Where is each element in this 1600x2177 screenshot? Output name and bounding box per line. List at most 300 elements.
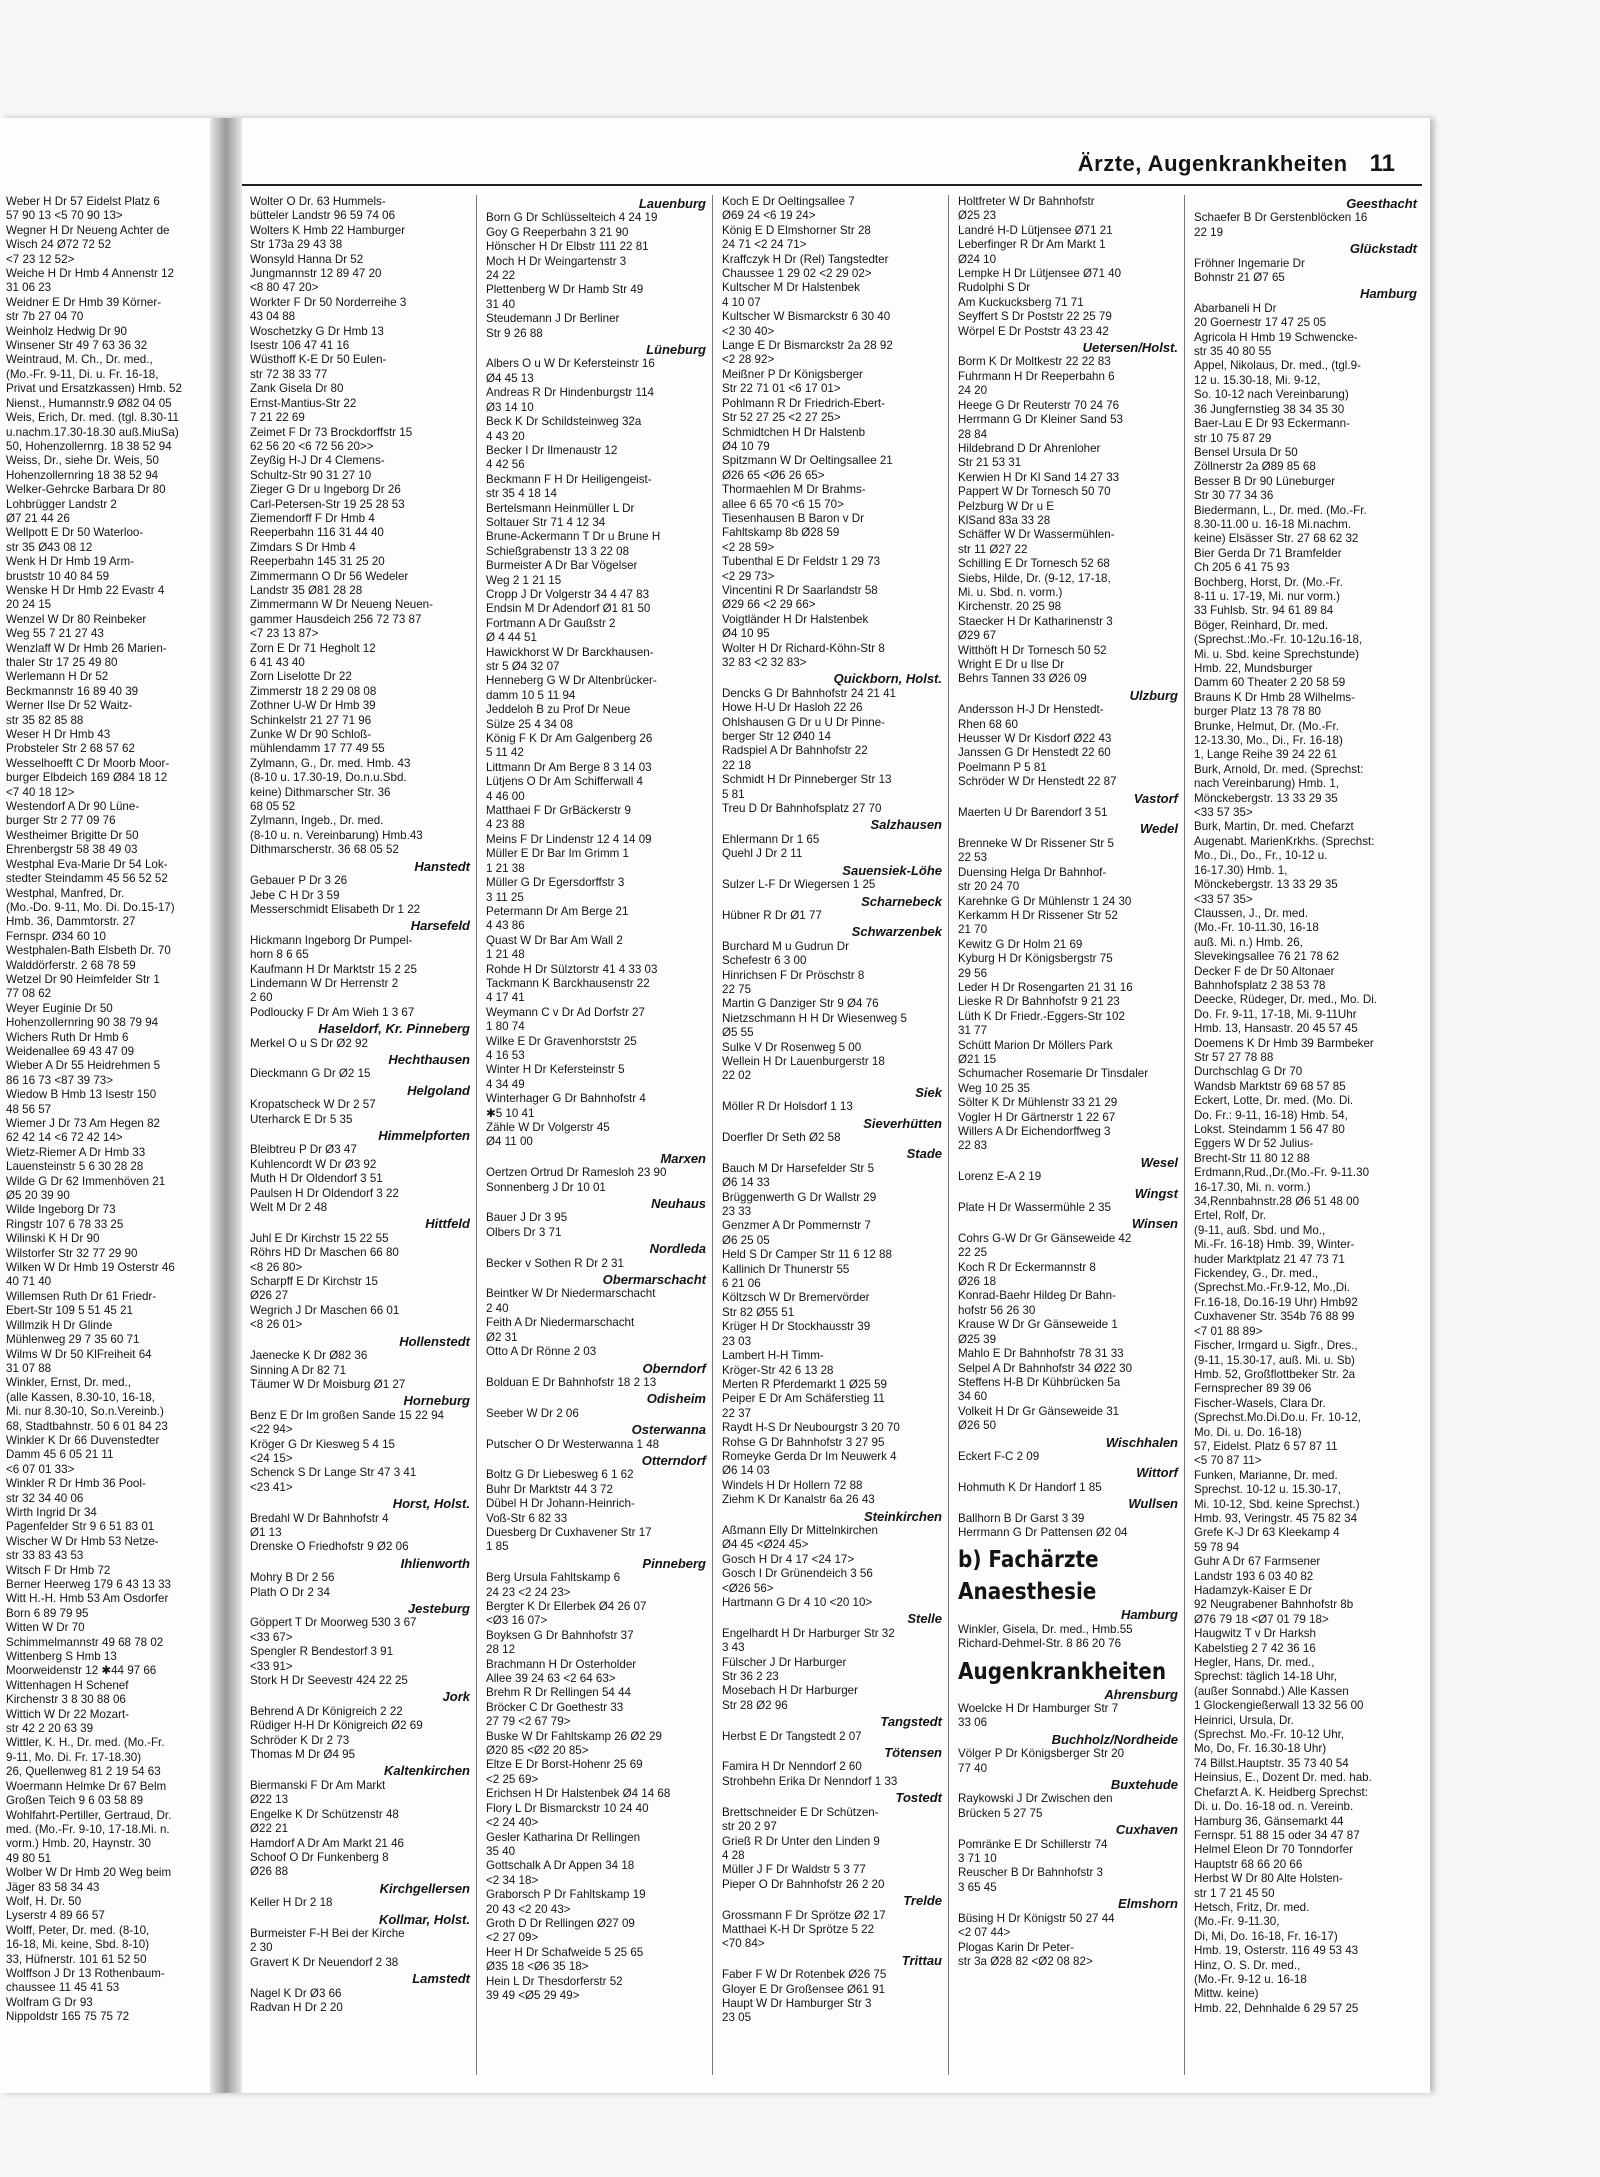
entry-line: keine) Elsässer Str. 27 68 62 32	[1194, 532, 1359, 546]
entry-line: Pagenfelder Str 9 6 51 83 01	[6, 1520, 155, 1534]
entry-line: str 35 4 18 14	[486, 487, 557, 501]
entry-line: Jebe C H Dr 3 59	[250, 888, 340, 902]
entry-line: Hadamzyk-Kaiser E Dr	[1194, 1584, 1312, 1597]
entry-line: Merten R Pferdemarkt 1 Ø25 59	[722, 1377, 887, 1391]
entry-line: Ø76 79 18 <Ø7 01 79 18>	[1194, 1612, 1329, 1626]
entry-line: Tiesenhausen B Baron v Dr	[722, 511, 864, 525]
entry-line: 4 17 41	[486, 991, 525, 1005]
place-heading: Ahrensburg	[1104, 1686, 1178, 1702]
entry-line: berger Str 12 Ø40 14	[722, 730, 831, 744]
place-heading: Odisheim	[646, 1391, 706, 1407]
entry-line: Duesberg Dr Cuxhavener Str 17	[486, 1525, 652, 1539]
entry-line: 22 75	[722, 982, 752, 996]
entry-line: 34 60	[958, 1390, 988, 1404]
entry-line: med. (Mo.-Fr. 9-10, 17-18.Mi. n.	[6, 1822, 170, 1836]
entry-line: Westendorf A Dr 90 Lüne-	[6, 800, 140, 814]
entry-line: Kabelstieg 2 7 42 36 16	[1194, 1641, 1316, 1655]
entry-line: 59 78 94	[1194, 1540, 1240, 1554]
entry-line: <22 94>	[250, 1423, 293, 1437]
entry-line: mühlendamm 17 77 49 55	[250, 742, 385, 756]
entry-line: Merkel O u S Dr Ø2 92	[250, 1036, 368, 1050]
entry-line: Voß-Str 6 82 33	[486, 1511, 568, 1525]
entry-line: Kaufmann H Dr Marktstr 15 2 25	[250, 962, 417, 976]
entry-line: Mi. 10-12, Sbd. keine Sprechst.)	[1194, 1497, 1360, 1511]
entry-line: 62 56 20 <6 72 56 20>>	[250, 439, 374, 453]
entry-line: Ehrenbergstr 58 38 49 03	[6, 843, 138, 857]
entry-line: Feith A Dr Niedermarschacht	[486, 1316, 635, 1330]
entry-line: Mühlenweg 29 7 35 60 71	[6, 1333, 140, 1347]
entry-line: (Mo.-Fr. 10-11.30, 16-18	[1194, 921, 1319, 935]
column-4-list	[716, 195, 948, 2026]
entry-line: Bohnstr 21 Ø7 65	[1194, 271, 1285, 285]
entry-line: Zunke W Dr 90 Schloß-	[250, 728, 372, 742]
place-heading: Jesteburg	[407, 1601, 470, 1616]
entry-line: Wolter H Dr Richard-Köhn-Str 8	[722, 641, 885, 655]
entry-line: Winkler, Gisela, Dr. med., Hmb.55	[958, 1622, 1133, 1636]
column-3-list	[480, 197, 712, 2003]
entry-line: Schröder K Dr 2 73	[250, 1733, 350, 1747]
entry-line: Schaefer B Dr Gerstenblöcken 16	[1194, 211, 1368, 225]
entry-line: Becker I Dr Ilmenaustr 12	[486, 443, 618, 457]
place-heading: Ulzburg	[1129, 687, 1178, 703]
entry-line: Welt M Dr 2 48	[250, 1201, 328, 1215]
entry-line: Leberfinger R Dr Am Markt 1	[958, 238, 1106, 252]
entry-line: Zeyßig H-J Dr 4 Clemens-	[250, 454, 385, 468]
entry-line: 8.30-11.00 u. 16-18 Mi.nachm.	[1194, 517, 1352, 531]
entry-line: Witthöft H Dr Tornesch 50 52	[958, 643, 1107, 657]
entry-line: Dübel H Dr Johann-Heinrich-	[486, 1497, 635, 1511]
entry-line: Ø1 13	[250, 1525, 282, 1539]
entry-line: Gravert K Dr Neuendorf 2 38	[250, 1955, 399, 1969]
entry-line: <33 57 35>	[1194, 806, 1253, 820]
entry-line: Möller R Dr Holsdorf 1 13	[722, 1100, 853, 1114]
entry-line: Bolduan E Dr Bahnhofstr 18 2 13	[486, 1375, 657, 1389]
entry-line: Kröger G Dr Kiesweg 5 4 15	[250, 1437, 395, 1451]
entry-line: Zimdars S Dr Hmb 4	[250, 540, 356, 554]
place-heading: Wesel	[1140, 1154, 1178, 1170]
entry-line: Wenzel W Dr 80 Reinbeker	[6, 612, 147, 626]
entry-line: Lütjens O Dr Am Schifferwall 4	[486, 775, 644, 789]
column-2-list	[244, 195, 476, 2015]
place-heading: Lüneburg	[646, 342, 706, 358]
entry-line: Wilstorfer Str 32 77 29 90	[6, 1246, 138, 1260]
entry-line: Sülze 25 4 34 08	[486, 717, 574, 731]
entry-line: <33 57 35>	[1194, 892, 1253, 906]
entry-line: So. 10-12 nach Vereinbarung)	[1194, 388, 1349, 402]
entry-line: <8 80 47 20>	[250, 281, 319, 295]
entry-line: Leder H Dr Rosengarten 21 31 16	[958, 980, 1133, 994]
entry-line: Di, Mi, Do. 16-18, Fr. 16-17)	[1194, 1929, 1338, 1943]
entry-line: Grieß R Dr Unter den Linden 9	[722, 1834, 880, 1848]
entry-line: Deecke, Rüdeger, Dr. med., Mo. Di.	[1194, 993, 1377, 1007]
entry-line: Mi. u. Sbd. n. vorm.)	[958, 585, 1063, 599]
entry-line: burger Elbdeich 169 Ø84 18 12	[6, 771, 168, 785]
entry-line: Weidner E Dr Hmb 39 Körner-	[6, 295, 162, 309]
entry-line: Wieber A Dr 55 Heidrehmen 5	[6, 1059, 161, 1073]
place-heading: Nordleda	[649, 1241, 706, 1257]
entry-line: Gesler Katharina Dr Rellingen	[486, 1830, 641, 1844]
entry-line: Janssen G Dr Henstedt 22 60	[958, 746, 1111, 760]
entry-line: Raykowski J Dr Zwischen den	[958, 1792, 1113, 1806]
place-heading: Horneburg	[403, 1393, 470, 1409]
entry-line: Ø22 13	[250, 1793, 289, 1807]
entry-line: Tubenthal E Dr Feldstr 1 29 73	[722, 555, 881, 569]
entry-line: Wüsthoff K-E Dr 50 Eulen-	[250, 353, 387, 367]
entry-line: 24 20	[958, 384, 988, 398]
entry-line: Ø24 10	[958, 252, 997, 266]
entry-line: Wonsyld Hanna Dr 52	[250, 252, 364, 266]
entry-line: gammer Hausdeich 256 72 73 87	[250, 612, 422, 626]
entry-line: Heege G Dr Reuterstr 70 24 76	[958, 398, 1120, 412]
place-heading: Kollmar, Holst.	[378, 1911, 470, 1927]
place-heading: Siek	[915, 1084, 942, 1100]
entry-line: Cohrs G-W Dr Gr Gänseweide 42	[958, 1231, 1132, 1245]
entry-line: 4 23 88	[486, 818, 525, 832]
entry-line: 22 37	[722, 1406, 752, 1420]
entry-line: Täumer W Dr Moisburg Ø1 27	[250, 1377, 406, 1391]
entry-line: Decker F de Dr 50 Altonaer	[1194, 964, 1335, 978]
place-heading: Quickborn, Holst.	[833, 671, 942, 687]
entry-line: Burk, Martin, Dr. med. Chefarzt	[1194, 820, 1354, 834]
entry-line: (Sprechst.:Mo.-Fr. 10-12u.16-18,	[1194, 633, 1363, 647]
entry-line: 48 56 57	[6, 1102, 52, 1116]
entry-line: Lempke H Dr Lütjensee Ø71 40	[958, 267, 1122, 281]
entry-line: Cropp J Dr Volgerstr 34 4 47 83	[486, 587, 650, 601]
entry-line: Radspiel A Dr Bahnhofstr 22	[722, 744, 868, 758]
entry-line: Gloyer E Dr Großensee Ø61 91	[722, 1982, 886, 1996]
entry-line: Großen Teich 9 6 03 58 89	[6, 1794, 144, 1808]
entry-line: Born G Dr Schlüsselteich 4 24 19	[486, 211, 658, 225]
entry-line: Henneberg G W Dr Altenbrücker-	[486, 674, 657, 688]
entry-line: Hickmann Ingeborg Dr Pumpel-	[250, 933, 413, 947]
entry-line: 6 41 43 40	[250, 656, 305, 669]
entry-line: Agricola H Hmb 19 Schwencke-	[1194, 330, 1358, 344]
entry-line: Beck K Dr Schildsteinweg 32a	[486, 415, 642, 429]
entry-line: Fuhrmann H Dr Reeperbahn 6	[958, 369, 1115, 383]
entry-line: 4 42 56	[486, 458, 525, 472]
entry-line: Koch E Dr Oeltingsallee 7	[722, 195, 855, 208]
entry-line: 7 21 22 69	[250, 411, 305, 425]
entry-line: Zeimet F Dr 73 Brockdorffstr 15	[250, 425, 413, 439]
place-heading: Sieverhütten	[863, 1115, 942, 1131]
entry-line: (Mo.-Fr. 9-12 u. 16-18	[1194, 1972, 1307, 1986]
entry-line: Messerschmidt Elisabeth Dr 1 22	[250, 902, 421, 916]
entry-line: (8-10 u. n. Vereinbarung) Hmb.43	[250, 828, 423, 842]
place-heading: Kirchgellersen	[379, 1880, 470, 1896]
entry-line: Engelhardt H Dr Harburger Str 32	[722, 1626, 895, 1640]
column-5	[952, 195, 1185, 2075]
entry-line: Biermanski F Dr Am Markt	[250, 1778, 386, 1792]
page-title: Ärzte, Augenkrankheiten	[1077, 151, 1348, 176]
entry-line: Wenske H Dr Hmb 22 Evastr 4	[6, 583, 165, 597]
entry-line: Do. Fr. 9-11, 17-18, Mi. 9-11Uhr	[1194, 1007, 1357, 1021]
entry-line: Ø26 65 <Ø6 26 65>	[722, 468, 825, 482]
column-6	[1188, 195, 1423, 2075]
entry-line: Hauptstr 68 66 20 66	[1194, 1857, 1303, 1871]
entry-line: Westheimer Brigitte Dr 50	[6, 828, 139, 842]
entry-line: Haugwitz T v Dr Harksh	[1194, 1627, 1316, 1641]
entry-line: Windels H Dr Hollern 72 88	[722, 1478, 863, 1492]
entry-line: Dencks G Dr Bahnhofstr 24 21 41	[722, 686, 896, 700]
entry-line: Kallinich Dr Thunerstr 55	[722, 1262, 850, 1276]
entry-line: Ehlermann Dr 1 65	[722, 832, 820, 846]
entry-line: Ø26 88	[250, 1865, 289, 1879]
entry-line: Brenneke W Dr Rissener Str 5	[958, 836, 1114, 850]
entry-line: Fernsprecher 89 39 06	[1194, 1382, 1312, 1396]
entry-line: Völger P Dr Königsberger Str 20	[958, 1747, 1125, 1761]
entry-line: <7 40 18 12>	[6, 785, 75, 799]
entry-line: Steffens H-B Dr Kühbrücken 5a	[958, 1375, 1121, 1389]
entry-line: <2 24 40>	[486, 1816, 539, 1830]
entry-line: Hamdorf A Dr Am Markt 21 46	[250, 1836, 404, 1850]
entry-line: Ø29 66 <2 29 66>	[722, 598, 816, 612]
entry-line: Landré H-D Lütjensee Ø71 21	[958, 223, 1113, 237]
entry-line: Pelzburg W Dr u E	[958, 499, 1054, 513]
entry-line: Wiedow B Hmb 13 Isestr 150	[6, 1088, 157, 1102]
entry-line: Str 30 77 34 36	[1194, 489, 1274, 503]
entry-line: Doemens K Dr Hmb 39 Barmbeker	[1194, 1036, 1374, 1050]
entry-line: Landstr 35 Ø81 28 28	[250, 583, 363, 597]
entry-line: Str 82 Ø55 51	[722, 1305, 795, 1319]
entry-line: Vincentini R Dr Saarlandstr 58	[722, 583, 878, 597]
place-heading: Helgoland	[407, 1082, 470, 1098]
entry-line: Wolfram G Dr 93	[6, 1995, 93, 2009]
entry-line: Endsin M Dr Adendorf Ø1 81 50	[486, 602, 651, 616]
entry-line: 1 21 38	[486, 861, 525, 875]
entry-line: str 20 24 70	[958, 880, 1020, 894]
entry-line: 28 12	[486, 1643, 516, 1657]
entry-line: 22 53	[958, 851, 988, 865]
entry-line: 43 04 88	[250, 310, 296, 324]
entry-line: Damm 45 6 05 21 11	[6, 1448, 114, 1462]
entry-line: Schultz-Str 90 31 27 10	[250, 468, 372, 482]
entry-line: Plate H Dr Wassermühle 2 35	[958, 1201, 1111, 1215]
entry-line: Reuscher B Dr Bahnhofstr 3	[958, 1866, 1103, 1880]
entry-line: Quast W Dr Bar Am Wall 2	[486, 933, 623, 947]
entry-line: Zylmann, G., Dr. med. Hmb. 43	[250, 756, 411, 770]
entry-line: Walddörferstr. 2 68 78 59	[6, 958, 136, 972]
entry-line: Winkler R Dr Hmb 36 Pool-	[6, 1477, 146, 1491]
entry-line: Fickendey, G., Dr. med.,	[1194, 1267, 1319, 1281]
entry-line: 68, Stadtbahnstr. 50 6 01 84 23	[6, 1419, 168, 1433]
entry-line: Andreas R Dr Hindenburgstr 114	[486, 386, 654, 400]
entry-line: 34,Rennbahnstr.28 Ø6 51 48 00	[1194, 1195, 1360, 1209]
entry-line: Weber H Dr 57 Eidelst Platz 6	[6, 195, 160, 208]
entry-line: 4 43 86	[486, 919, 525, 933]
entry-line: Ø26 27	[250, 1289, 289, 1303]
entry-line: 31 40	[486, 297, 516, 311]
entry-line: 5 11 42	[486, 746, 524, 760]
entry-line: Biedermann, L., Dr. med. (Mo.-Fr.	[1194, 503, 1367, 517]
entry-line: 9-11, Mo. Di. Fr. 17-18.30)	[6, 1750, 142, 1764]
entry-line: Genzmer A Dr Pommernstr 7	[722, 1219, 871, 1233]
entry-line: Zimmermann O Dr 56 Wedeler	[250, 569, 409, 583]
entry-line: <2 34 18>	[486, 1873, 539, 1887]
entry-line: 22 83	[958, 1139, 988, 1153]
entry-line: Thormaehlen M Dr Brahms-	[722, 483, 866, 497]
entry-line: Beckmannstr 16 89 40 39	[6, 684, 139, 698]
entry-line: Putscher O Dr Westerwanna 1 48	[486, 1437, 660, 1451]
entry-line: Str 9 26 88	[486, 326, 543, 340]
entry-line: Kultscher W Bismarckstr 6 30 40	[722, 310, 891, 324]
entry-line: Fahltskamp 8b Ø28 59	[722, 526, 840, 540]
entry-line: Zöllnerstr 2a Ø89 85 68	[1194, 460, 1316, 474]
entry-line: Buhr Dr Marktstr 44 3 72	[486, 1482, 613, 1496]
entry-line: Pappert W Dr Tornesch 50 70	[958, 485, 1111, 499]
entry-line: Winkler K Dr 66 Duvenstedter	[6, 1433, 160, 1447]
entry-line: 4 34 49	[486, 1077, 525, 1091]
column-5-list	[952, 195, 1184, 1969]
entry-line: Willmzik H Dr Glinde	[6, 1318, 113, 1332]
entry-line: Plettenberg W Dr Hamb Str 49	[486, 283, 644, 297]
place-heading: Cuxhaven	[1115, 1822, 1178, 1838]
entry-line: Ø5 20 39 90	[6, 1189, 70, 1203]
entry-line: Behrend A Dr Königreich 2 22	[250, 1704, 403, 1718]
page-number: 11	[1369, 150, 1395, 177]
entry-line: Wellein H Dr Lauenburgerstr 18	[722, 1054, 885, 1068]
entry-line: Lieske R Dr Bahnhofstr 9 21 23	[958, 995, 1120, 1009]
entry-line: Abarbaneli H Dr	[1194, 301, 1277, 315]
entry-line: Hinz, O. S. Dr. med.,	[1194, 1958, 1301, 1972]
entry-line: Weg 10 25 35	[958, 1081, 1030, 1095]
entry-line: Flory L Dr Bismarckstr 10 24 40	[486, 1801, 649, 1815]
entry-line: Herrmann G Dr Pattensen Ø2 04	[958, 1525, 1128, 1539]
entry-line: Witsch F Dr Hmb 72	[6, 1563, 111, 1577]
place-heading: Tötensen	[884, 1745, 942, 1761]
entry-line: 3 65 45	[958, 1880, 997, 1894]
entry-line: Chaussee 1 29 02 <2 29 02>	[722, 267, 872, 281]
entry-line: 74 Billst.Hauptstr. 35 73 40 54	[1194, 1756, 1349, 1770]
entry-line: Fortmann A Dr Gaußstr 2	[486, 616, 616, 630]
entry-line: hofstr 56 26 30	[958, 1303, 1036, 1317]
entry-line: Brücken 5 27 75	[958, 1806, 1043, 1820]
entry-line: 21 70	[958, 923, 988, 937]
entry-line: Hohenzollernring 18 38 52 94	[6, 468, 159, 482]
entry-line: Nippoldstr 165 75 75 72	[6, 2010, 130, 2024]
entry-line: Winsener Str 49 7 63 36 32	[6, 339, 148, 353]
entry-line: Ø4 45 <Ø24 45>	[722, 1538, 809, 1552]
entry-line: Goy G Reeperbahn 3 21 90	[486, 225, 629, 239]
place-heading: Neuhaus	[651, 1196, 706, 1212]
entry-line: 77 40	[958, 1761, 988, 1775]
entry-line: Jungmannstr 12 89 47 20	[250, 267, 382, 281]
entry-line: <5 70 87 11>	[1194, 1454, 1262, 1468]
entry-line: Schimmelmannstr 49 68 78 02	[6, 1635, 164, 1649]
entry-line: allee 6 65 70 <6 15 70>	[722, 497, 844, 511]
entry-line: Ø6 14 33	[722, 1176, 770, 1190]
entry-line: 20 24 15	[6, 598, 52, 612]
entry-line: Hartmann G Dr 4 10 <20 10>	[722, 1596, 873, 1609]
entry-line: Slevekingsallee 76 21 78 62	[1194, 950, 1340, 964]
entry-line: 28 84	[958, 427, 988, 441]
entry-line: Ø4 11 00	[486, 1135, 533, 1149]
entry-line: Schumacher Rosemarie Dr Tinsdaler	[958, 1067, 1149, 1081]
entry-line: Sonnenberg J Dr 10 01	[486, 1180, 606, 1194]
place-heading: Hollenstedt	[399, 1333, 470, 1349]
place-heading: Himmelpforten	[378, 1128, 470, 1143]
entry-line: Ernst-Mantius-Str 22	[250, 396, 357, 410]
entry-line: 2 40	[486, 1301, 509, 1315]
entry-line: Boltz G Dr Liebesweg 6 1 62	[486, 1468, 634, 1482]
entry-line: Weymann C v Dr Ad Dorfstr 27	[486, 1005, 645, 1019]
entry-line: Zylmann, Ingeb., Dr. med.	[250, 814, 384, 828]
entry-line: Ø29 67	[958, 629, 997, 643]
entry-line: Cuxhavener Str. 354b 76 88 99	[1194, 1310, 1355, 1324]
entry-line: Sprechst: täglich 14-18 Uhr,	[1194, 1670, 1338, 1684]
entry-line: Sinning A Dr 82 71	[250, 1363, 347, 1377]
entry-line: Benz E Dr Im großen Sande 15 22 94	[250, 1408, 444, 1422]
entry-line: Kewitz G Dr Holm 21 69	[958, 937, 1083, 951]
entry-line: Zorn E Dr 71 Hegholt 12	[250, 641, 376, 655]
entry-line: 4 46 00	[486, 789, 525, 803]
entry-line: Doerfler Dr Seth Ø2 58	[722, 1131, 841, 1144]
entry-line: Jeddeloh B zu Prof Dr Neue	[486, 703, 631, 717]
entry-line: Erdmann,Rud.,Dr.(Mo.-Fr. 9-11.30	[1194, 1166, 1370, 1180]
entry-line: Wörpel E Dr Poststr 43 23 42	[958, 324, 1109, 338]
entry-line: Lindemann W Dr Herrenstr 2	[250, 976, 399, 990]
entry-line: (8-10 u. 17.30-19, Do.n.u.Sbd.	[250, 771, 407, 785]
entry-line: 33 06	[958, 1716, 988, 1730]
entry-line: Müller E Dr Bar Im Grimm 1	[486, 847, 629, 861]
entry-line: 68 05 52	[250, 800, 296, 814]
entry-line: Meißner P Dr Königsberger	[722, 367, 863, 381]
place-heading: Trittau	[901, 1952, 942, 1968]
entry-line: thaler Str 17 25 49 80	[6, 656, 118, 669]
entry-line: Groth D Dr Rellingen Ø27 09	[486, 1916, 635, 1930]
entry-line: 36 Jungfernstieg 38 34 35 30	[1194, 402, 1345, 416]
entry-line: Str 22 71 01 <6 17 01>	[722, 382, 841, 396]
entry-line: Göppert T Dr Moorweg 530 3 67	[250, 1616, 417, 1630]
place-heading: Pinneberg	[642, 1555, 706, 1571]
entry-line: Wenzlaff W Dr Hmb 26 Marien-	[6, 641, 167, 655]
entry-line: Rudolphi S Dr	[958, 281, 1031, 295]
entry-line: Lüth K Dr Friedr.-Eggers-Str 102	[958, 1009, 1125, 1023]
entry-line: Schmidtchen H Dr Halstenb	[722, 425, 866, 439]
entry-line: Meins F Dr Lindenstr 12 4 14 09	[486, 832, 652, 846]
entry-line: Willemsen Ruth Dr 61 Friedr-	[6, 1289, 157, 1303]
entry-line: Wandsb Marktstr 69 68 57 85	[1194, 1079, 1346, 1093]
entry-line: 1, Lange Reihe 39 24 22 61	[1194, 748, 1338, 762]
entry-line: Treu D Dr Bahnhofsplatz 27 70	[722, 802, 882, 816]
place-heading: Stade	[906, 1146, 942, 1162]
place-heading: Schwarzenbek	[851, 924, 942, 940]
entry-line: Brüggenwerth G Dr Wallstr 29	[722, 1190, 877, 1204]
entry-line: 49 80 51	[6, 1851, 52, 1865]
entry-line: Hetsch, Fritz, Dr. med.	[1194, 1900, 1310, 1914]
entry-line: 39 49 <Ø5 29 49>	[486, 1988, 580, 2002]
entry-line: Weg 2 1 21 15	[486, 573, 562, 587]
place-heading: Marxen	[660, 1150, 706, 1166]
entry-line: 1 80 74	[486, 1020, 525, 1034]
entry-line: Wilke E Dr Gravenhorststr 25	[486, 1034, 637, 1048]
entry-line: Westphalen-Bath Elsbeth Dr. 70	[6, 944, 171, 958]
entry-line: Funken, Marianne, Dr. med.	[1194, 1468, 1338, 1482]
place-heading: Salzhausen	[870, 817, 942, 833]
entry-line: Kerkamm H Dr Rissener Str 52	[958, 908, 1118, 922]
entry-line: 22 25	[958, 1246, 988, 1260]
entry-line: Hawickhorst W Dr Barckhausen-	[486, 645, 654, 659]
entry-line: Peiper E Dr Am Schäferstieg 11	[722, 1392, 885, 1406]
place-heading: Winsen	[1131, 1216, 1178, 1232]
entry-line: (9-11, 15.30-17, auß. Mi. u. Sb)	[1194, 1353, 1355, 1367]
entry-line: Gosch I Dr Grünendeich 3 56	[722, 1567, 873, 1581]
entry-line: Burmeister A Dr Bar Vögelser	[486, 559, 638, 573]
entry-line: Herbst W Dr 80 Alte Holsten-	[1194, 1872, 1343, 1886]
entry-line: Mi.-Fr. 16-18) Hmb. 39, Winter-	[1194, 1238, 1355, 1252]
entry-line: Str 52 27 25 <2 27 25>	[722, 411, 841, 425]
entry-line: Brecht-Str 11 80 12 88	[1194, 1151, 1310, 1165]
entry-line: Wischer W Dr Hmb 53 Netze-	[6, 1534, 159, 1548]
